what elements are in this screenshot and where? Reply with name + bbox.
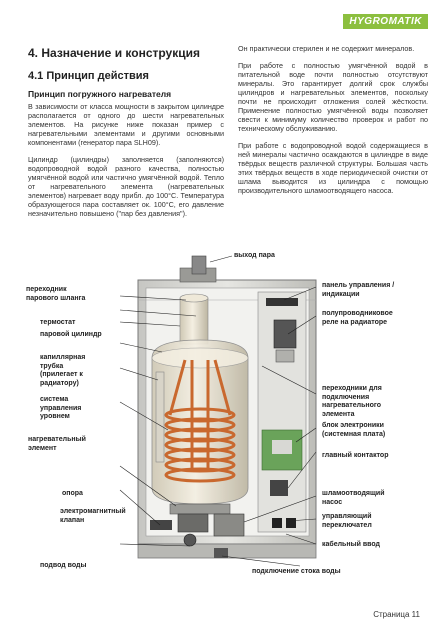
label-level-system: система управления уровнем (40, 396, 82, 420)
label-support: опора (62, 490, 83, 497)
level-control-tube (156, 372, 164, 462)
label-water-supply: подвод воды (40, 562, 87, 569)
label-thermostat: термостат (40, 319, 76, 326)
label-steam-out: выход пара (234, 252, 275, 259)
paragraph: В зависимости от класса мощности в закрытом цилиндре располагается от одного до шести нагревательных элементов. На рисунке ниже показан пример с нагревательными элементами и другими основными компонентами (генератор пара SLH09). (28, 102, 224, 147)
label-capillary: капиллярная трубка (прилегает к радиатору) (40, 354, 86, 387)
label-solenoid-valve: электромагнитный клапан (60, 508, 126, 524)
label-heating-element: нагревательный элемент (28, 436, 86, 452)
label-control-panel: панель управления / индикации (322, 282, 395, 298)
steam-outlet-pipe (192, 256, 206, 274)
topic-heading: Принцип погружного нагревателя (28, 89, 172, 99)
label-semiconductor-relay: полупроводниковое реле на радиаторе (322, 310, 393, 326)
label-main-contactor: главный контактор (322, 452, 389, 459)
paragraph: Цилиндр (цилиндры) заполняется (заполняются) водопроводной водой разного качества, полностью умягчённой водой или частично умягчённой водой. Тепло от нагревательного элемента (нагревательных элементов) нагревает воду прибл. до 100°C. Температура образующегося пара составляет ок. 100°C, его давление незначительно повышено ("пар без давления"). (28, 155, 224, 218)
brand-logo: HYGROMATIK (343, 14, 428, 29)
paragraph: При работе с водопроводной водой содержащиеся в ней минералы частично осаждаются в цилиндре в виде твёрдых веществ различной структуры. Большая часть этих твёрдых веществ в ходе периодической очистки от шлама выводится из цилиндра с помощью производительного шламоотводящего насоса. (238, 141, 428, 195)
label-drain-connection: подключение стока воды (252, 568, 341, 575)
label-cable-entry: кабельный ввод (322, 541, 380, 548)
label-hose-adapter: переходник парового шланга (26, 286, 86, 302)
label-element-adapters: переходники для подключения нагревательного элемента (322, 385, 382, 418)
page-number: Страница 11 (373, 610, 420, 619)
paragraph: При работе с полностью умягчённой водой в питательной воде почти полностью отсутствуют минералы. Это гарантирует долгий срок службы цилиндров и нагревательных элементов, поскольку почти не происходит отложения солей жёсткости. Применение полностью умягчённой воды позволяет свести к минимуму количество проверок и работ по техническому обслуживанию. (238, 61, 428, 133)
label-control-switch: управляющий переключател (322, 513, 372, 529)
label-sludge-pump: шламоотводящий насос (322, 490, 385, 506)
label-electronics-block: блок электроники (системная плата) (322, 422, 386, 438)
subsection-heading: 4.1 Принцип действия (28, 70, 149, 82)
section-heading: 4. Назначение и конструкция (28, 46, 200, 60)
label-steam-cylinder: паровой цилиндр (40, 331, 102, 338)
paragraph: Он практически стерилен и не содержит минералов. (238, 44, 415, 53)
electronics-compartment (258, 292, 306, 532)
